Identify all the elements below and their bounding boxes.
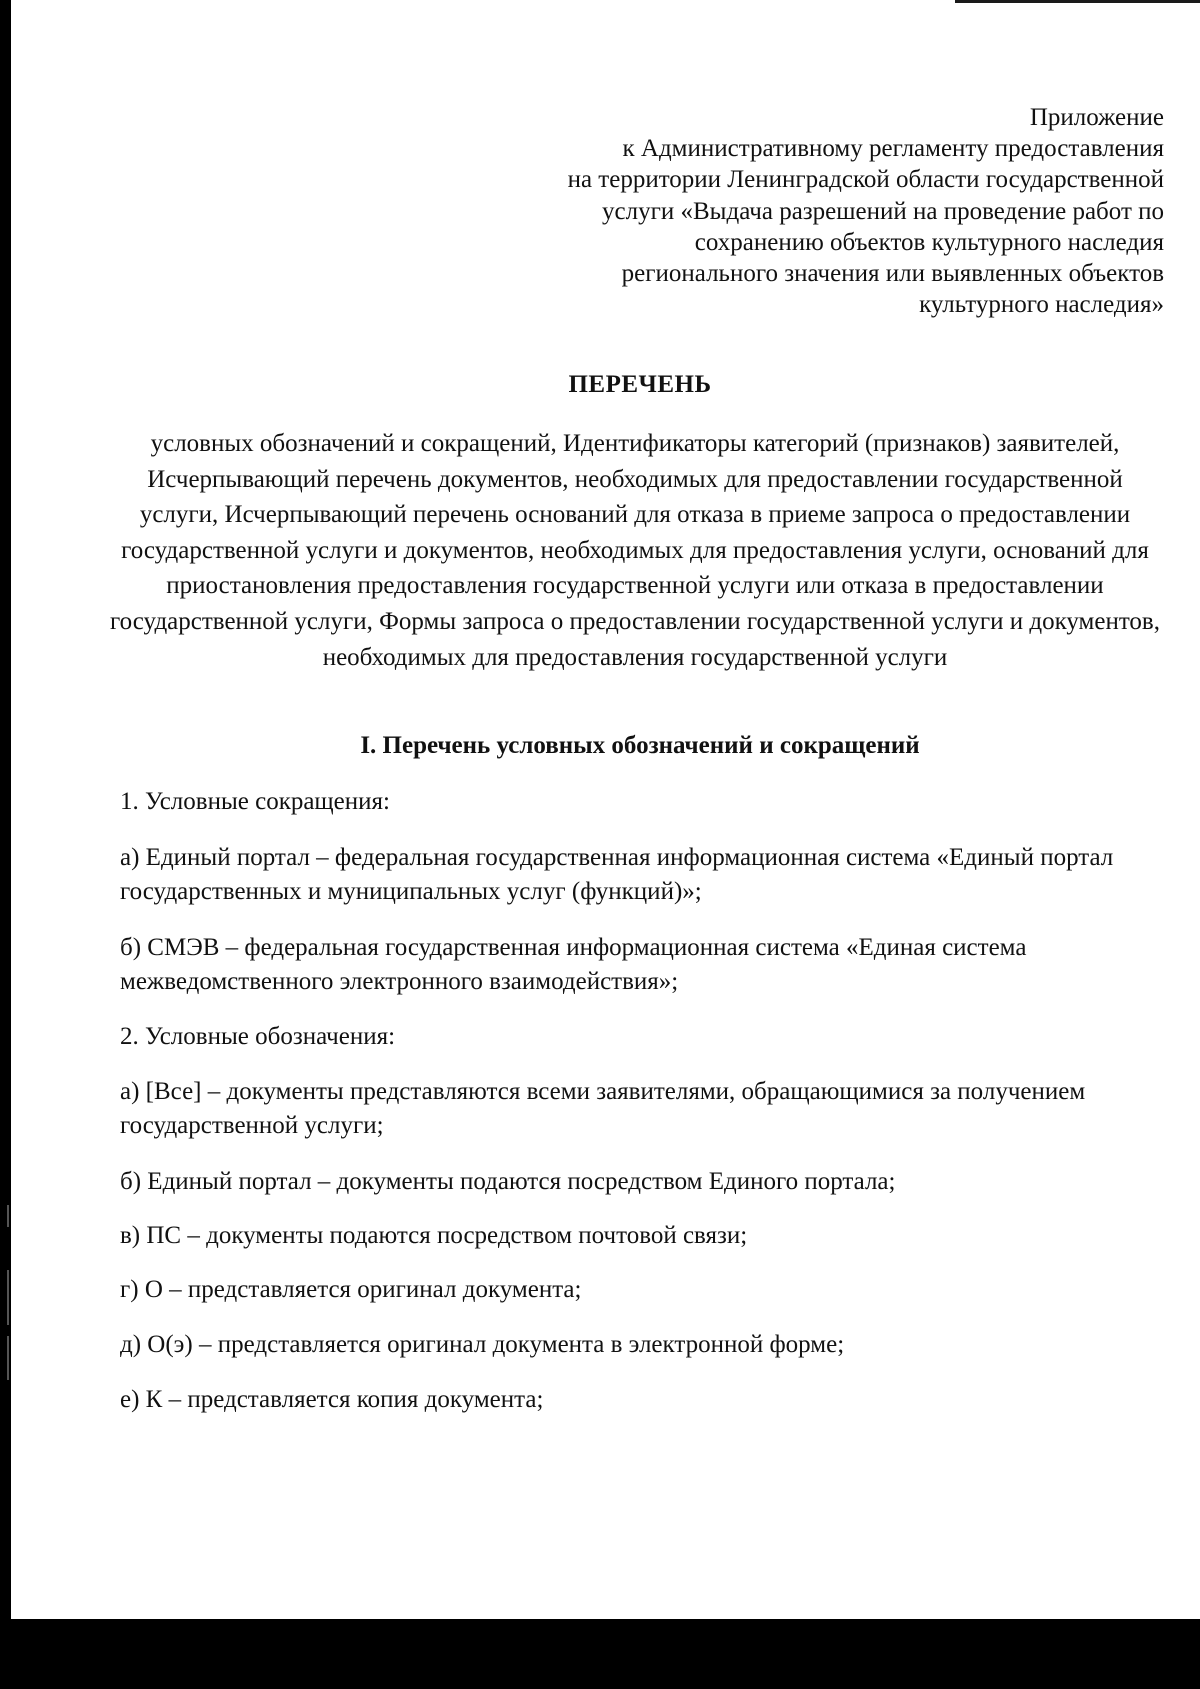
list-heading-designations: 2. Условные обозначения: xyxy=(120,1023,396,1050)
list-item: а) Единый портал – федеральная государственная информационная система «Единый портал государственных и муниципальных услуг (функций)»; xyxy=(120,844,1114,905)
list-heading-abbreviations: 1. Условные сокращения: xyxy=(120,788,390,815)
appendix-line: Приложение xyxy=(1029,104,1164,131)
document-title: ПЕРЕЧЕНЬ xyxy=(568,371,712,398)
appendix-line: услуги «Выдача разрешений на проведение работ по xyxy=(602,197,1164,225)
appendix-line: к Административному регламенту предоставления xyxy=(622,135,1164,163)
list-item: б) СМЭВ – федеральная государственная информационная система «Единая система межведомственного электронного взаимодействия»; xyxy=(120,934,1027,995)
list-item: г) О – представляется оригинал документа; xyxy=(120,1276,582,1303)
list-item: д) О(э) – представляется оригинал документа в электронной форме; xyxy=(120,1331,845,1358)
list-item: а) [Все] – документы представляются всеми заявителями, обращающимися за получением государственной услуги; xyxy=(120,1078,1086,1139)
list-item: б) Единый портал – документы подаются посредством Единого портала; xyxy=(120,1168,896,1195)
appendix-line: сохранению объектов культурного наследия xyxy=(694,228,1164,256)
section-heading: I. Перечень условных обозначений и сокращений xyxy=(360,732,920,759)
scan-bottom-band xyxy=(0,1619,1200,1689)
scan-margin-mark xyxy=(7,1270,9,1325)
list-item: е) К – представляется копия документа; xyxy=(120,1386,544,1413)
appendix-line: культурного наследия» xyxy=(919,291,1164,319)
scan-top-line xyxy=(955,0,1200,3)
appendix-line: на территории Ленинградской области государственной xyxy=(567,166,1164,194)
list-item: в) ПС – документы подаются посредством почтовой связи; xyxy=(120,1222,748,1249)
scan-left-edge xyxy=(0,0,11,1689)
scan-margin-mark xyxy=(7,1336,9,1380)
appendix-line: регионального значения или выявленных объектов xyxy=(621,260,1164,288)
document-subtitle: условных обозначений и сокращений, Идентификаторы категорий (признаков) заявителей, Исчерпывающий перечень документов, необходимых для предоставлении государственной услуги, Исчерпывающий перечень оснований для отказа в приеме запроса о предоставлении государственной услуги и документов, необходимых для предоставления услуги, оснований для приостановления предоставления государственной услуги или отказа в предоставлении государственной услуги, Формы запроса о предоставлении государственной услуги и документов, необходимых для предоставления государственной услуги xyxy=(110,430,1160,671)
scan-margin-mark xyxy=(7,1205,9,1227)
appendix-note xyxy=(444,102,1164,320)
